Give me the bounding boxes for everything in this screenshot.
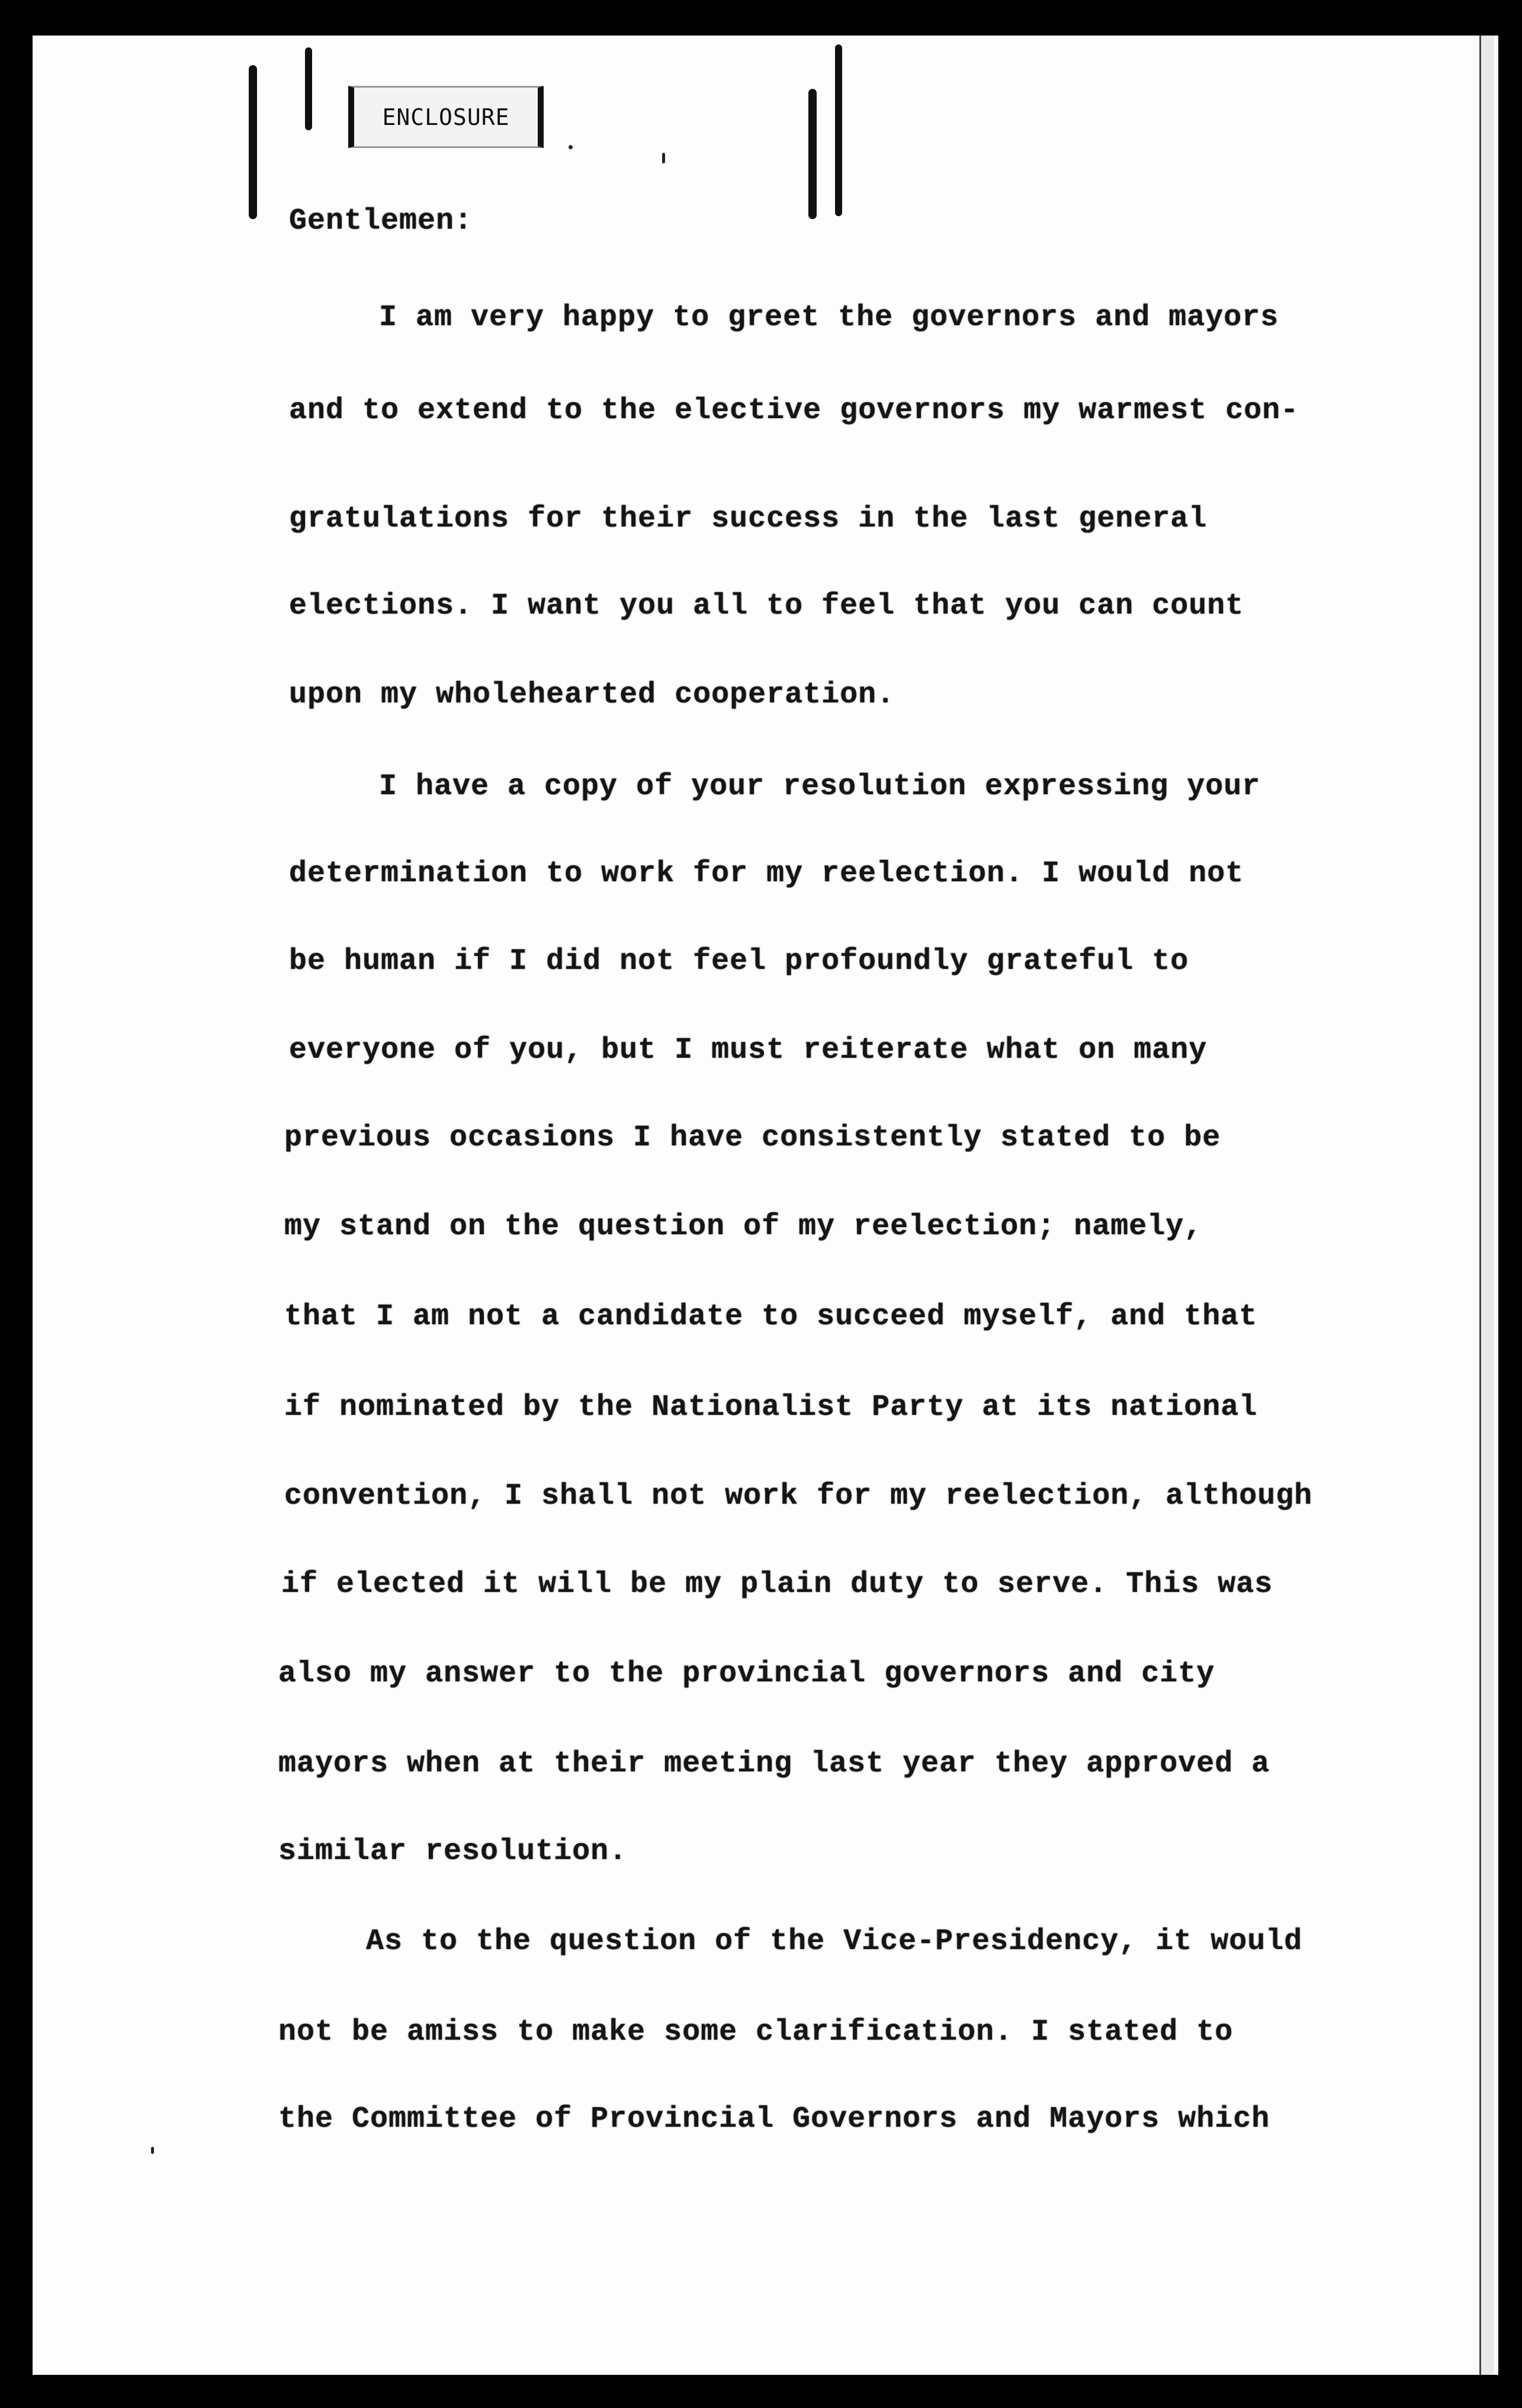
text-line: that I am not a candidate to succeed myself, and that xyxy=(284,1300,1258,1334)
text-line: As to the question of the Vice-Presidency, it would xyxy=(366,1925,1303,1958)
left-clip-mark-inner xyxy=(305,47,312,130)
text-line: upon my wholehearted cooperation. xyxy=(289,678,895,712)
text-line: be human if I did not feel profoundly grateful to xyxy=(289,945,1189,978)
text-line: elections. I want you all to feel that you can count xyxy=(289,589,1244,623)
text-line: if elected it will be my plain duty to serve. This was xyxy=(281,1568,1273,1601)
text-line: everyone of you, but I must reiterate what on many xyxy=(289,1033,1208,1067)
scan-speck xyxy=(569,145,573,149)
text-line: similar resolution. xyxy=(278,1835,628,1868)
text-line: I am very happy to greet the governors and mayors xyxy=(379,301,1279,335)
enclosure-stamp xyxy=(348,86,544,148)
text-line: not be amiss to make some clarification. I stated to xyxy=(278,2015,1234,2049)
text-line: gratulations for their success in the last general xyxy=(289,502,1208,536)
text-line: previous occasions I have consistently stated to be xyxy=(284,1121,1221,1155)
text-line: if nominated by the Nationalist Party at its national xyxy=(284,1391,1258,1424)
text-line: my stand on the question of my reelection; namely, xyxy=(284,1210,1203,1244)
enclosure-label: ENCLOSURE xyxy=(382,104,510,130)
right-clip-mark xyxy=(808,89,817,219)
scan-speck xyxy=(151,2147,154,2154)
text-line: convention, I shall not work for my reelection, although xyxy=(284,1479,1313,1513)
paper-edge xyxy=(1479,36,1494,2375)
salutation: Gentlemen: xyxy=(289,204,473,238)
text-line: mayors when at their meeting last year they approved a xyxy=(278,1747,1270,1781)
left-clip-mark xyxy=(249,65,257,219)
right-clip-mark-inner xyxy=(835,44,842,216)
text-line: the Committee of Provincial Governors and Mayors which xyxy=(278,2102,1270,2136)
text-line: and to extend to the elective governors my warmest con- xyxy=(289,394,1299,428)
text-line: I have a copy of your resolution expressing your xyxy=(379,770,1261,804)
text-line: determination to work for my reelection. I would not xyxy=(289,857,1244,891)
text-line: also my answer to the provincial governors and city xyxy=(278,1657,1215,1691)
scan-speck xyxy=(662,153,665,163)
